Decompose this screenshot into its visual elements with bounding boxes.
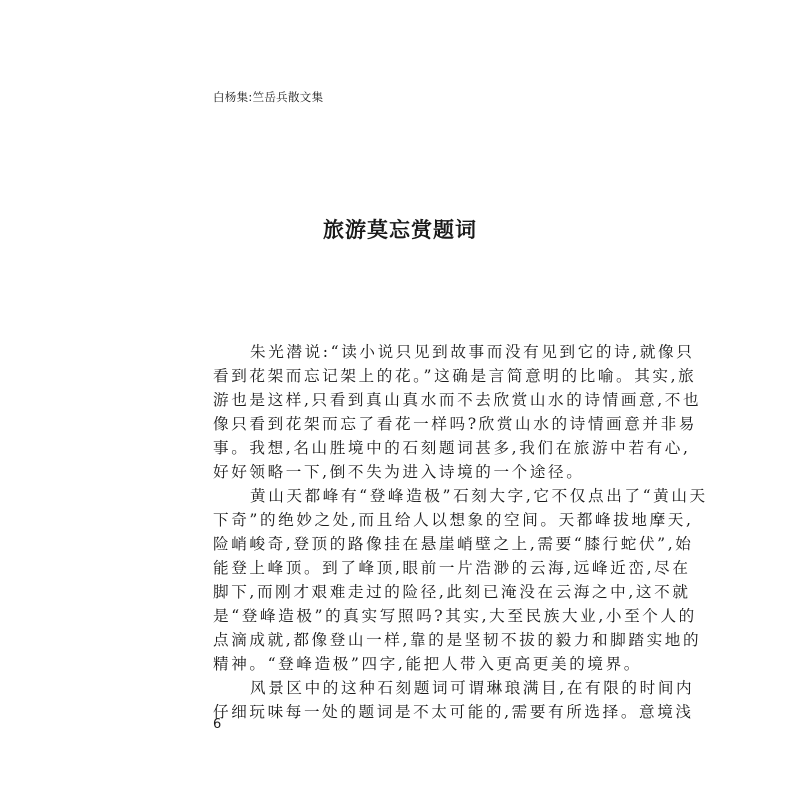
article-body [213,340,708,724]
text-line: 下奇”的绝妙之处,而且给人以想象的空间。天都峰拔地摩天, [213,511,694,529]
article-title: 旅游莫忘赏题词 [323,217,477,242]
text-line: 精神。“登峰造极”四字,能把人带入更高更美的境界。 [213,655,642,673]
paragraph [213,340,702,484]
text-line: 黄山天都峰有“登峰造极”石刻大字,它不仅点出了“黄山天 [250,487,708,505]
paragraph [213,484,708,676]
text-line: 是“登峰造极”的真实写照吗?其实,大至民族大业,小至个人的 [213,607,697,625]
text-line: 看到花架而忘记架上的花。”这确是言简意明的比喻。其实,旅 [213,367,697,385]
text-line: 脚下,而刚才艰难走过的险径,此刻已淹没在云海之中,这不就 [213,583,691,601]
text-line: 风景区中的这种石刻题词可谓琳琅满目,在有限的时间内 [250,679,695,697]
text-line: 像只看到花架而忘了看花一样吗?欣赏山水的诗情画意并非易 [213,415,697,433]
text-line: 朱光潜说:“读小说只见到故事而没有见到它的诗,就像只 [250,343,695,361]
text-line: 能登上峰顶。到了峰顶,眼前一片浩渺的云海,远峰近峦,尽在 [213,559,691,577]
text-line: 游也是这样,只看到真山真水而不去欣赏山水的诗情画意,不也 [213,391,702,409]
text-line: 险峭峻奇,登顶的路像挂在悬崖峭壁之上,需要“膝行蛇伏”,始 [213,535,694,553]
text-line: 点滴成就,都像登山一样,靠的是坚韧不拔的毅力和脚踏实地的 [213,631,702,649]
text-line: 事。我想,名山胜境中的石刻题词甚多,我们在旅游中若有心, [213,439,691,457]
page-number: 6 [213,717,222,732]
paragraph [213,676,695,724]
text-line: 好好领略一下,倒不失为进入诗境的一个途径。 [213,463,585,481]
text-line: 仔细玩味每一处的题词是不太可能的,需要有所选择。意境浅 [213,703,694,721]
running-header: 白杨集:竺岳兵散文集 [213,90,324,104]
